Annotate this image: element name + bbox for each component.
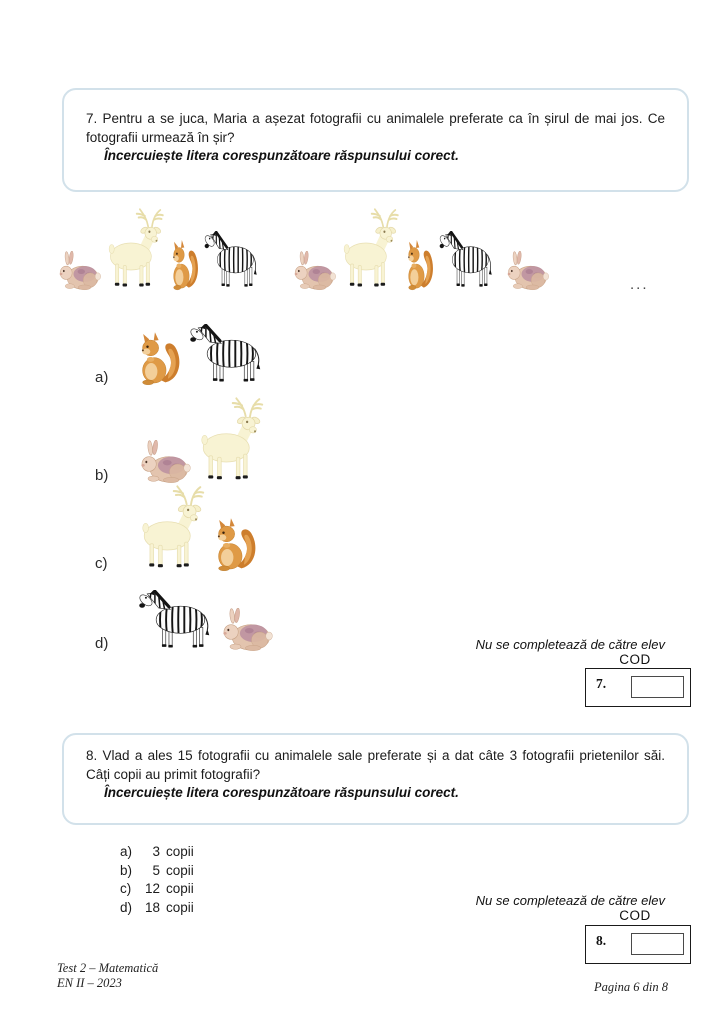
option-a-letter[interactable]: a) [95,369,109,386]
question-8-box [62,733,689,825]
question-7-option-a[interactable] [95,324,266,386]
option-b-images [137,396,268,484]
option-d-unit: copii [166,899,194,915]
squirrel-image [170,236,201,291]
question-8-instruction: Încercuiește litera corespunzătoare răspunsului corect. [104,785,459,800]
zebra-image [438,231,496,291]
deer-image [137,484,209,572]
cod-7-answer-field[interactable] [631,676,684,698]
option-b-letter[interactable]: b) [120,862,133,878]
cod-8-notice: Nu se completează de către elev [475,893,665,908]
question-8-options [120,843,194,917]
question-8-option-a[interactable] [120,843,194,862]
question-8-option-d[interactable] [120,899,194,918]
cod-8-box [585,925,691,964]
option-d-images [137,590,274,652]
cod-7-box [585,668,691,707]
question-8-option-b[interactable] [120,862,194,881]
question-8-option-c[interactable] [120,880,194,899]
question-7-instruction: Încercuiește litera corespunzătoare răspunsului corect. [104,148,459,163]
option-c-unit: copii [166,881,194,896]
option-c-images [137,484,260,572]
cod-8-answer-field[interactable] [631,933,684,955]
animal-sequence [56,207,550,291]
cod-8-item-number: 8. [596,933,607,948]
footer-left [57,961,158,991]
squirrel-image [213,514,260,572]
rabbit-image [219,608,274,652]
animal-sequence-row [56,205,676,291]
sequence-ellipsis: ... [630,276,649,293]
zebra-image [188,324,266,386]
footer-page-number: Pagina 6 din 8 [594,980,668,994]
deer-image [196,396,268,484]
sequence-group [504,251,550,291]
option-b-value: 5 [152,862,160,878]
question-7-option-c[interactable] [95,484,260,572]
option-b-unit: copii [166,862,194,878]
option-a-unit: copii [166,844,194,859]
deer-image [104,207,168,291]
cod-7-item-number: 7. [596,676,607,691]
sequence-group [56,207,261,291]
footer-test-title: Test 2 – Matematică [57,961,159,975]
zebra-image [137,590,215,652]
option-d-value: 18 [144,899,160,915]
cod-7-label: COD [619,652,651,667]
rabbit-image [137,440,192,484]
footer-exam-year: EN II – 2023 [57,976,122,990]
rabbit-image [56,251,102,291]
squirrel-image [137,328,184,386]
question-7-option-d[interactable] [95,590,274,652]
question-7-option-b[interactable] [95,396,268,484]
option-c-letter[interactable]: c) [120,881,132,896]
option-c-value: 12 [144,881,160,896]
option-b-letter[interactable]: b) [95,467,109,484]
option-a-images [137,324,266,386]
zebra-image [203,231,261,291]
question-7-text: 7. Pentru a se juca, Maria a așezat fotografii cu animalele preferate ca în șirul de mai jos. Ce fotografii urmează în șir? [86,111,665,145]
question-8-text: 8. Vlad a ales 15 fotografii cu animalele sale preferate și a dat câte 3 fotografii prietenilor săi. Câți copii au primit fotografii? [86,748,665,782]
squirrel-image [405,236,436,291]
rabbit-image [291,251,337,291]
rabbit-image [504,251,550,291]
option-d-letter[interactable]: d) [120,899,133,915]
option-d-letter[interactable]: d) [95,635,109,652]
option-a-value: 3 [152,844,160,859]
sequence-group [291,207,496,291]
deer-image [339,207,403,291]
option-a-letter[interactable]: a) [120,844,133,859]
cod-8-label: COD [619,908,651,923]
question-7-box [62,88,689,192]
option-c-letter[interactable]: c) [95,555,108,572]
cod-7-notice: Nu se completează de către elev [475,637,665,652]
